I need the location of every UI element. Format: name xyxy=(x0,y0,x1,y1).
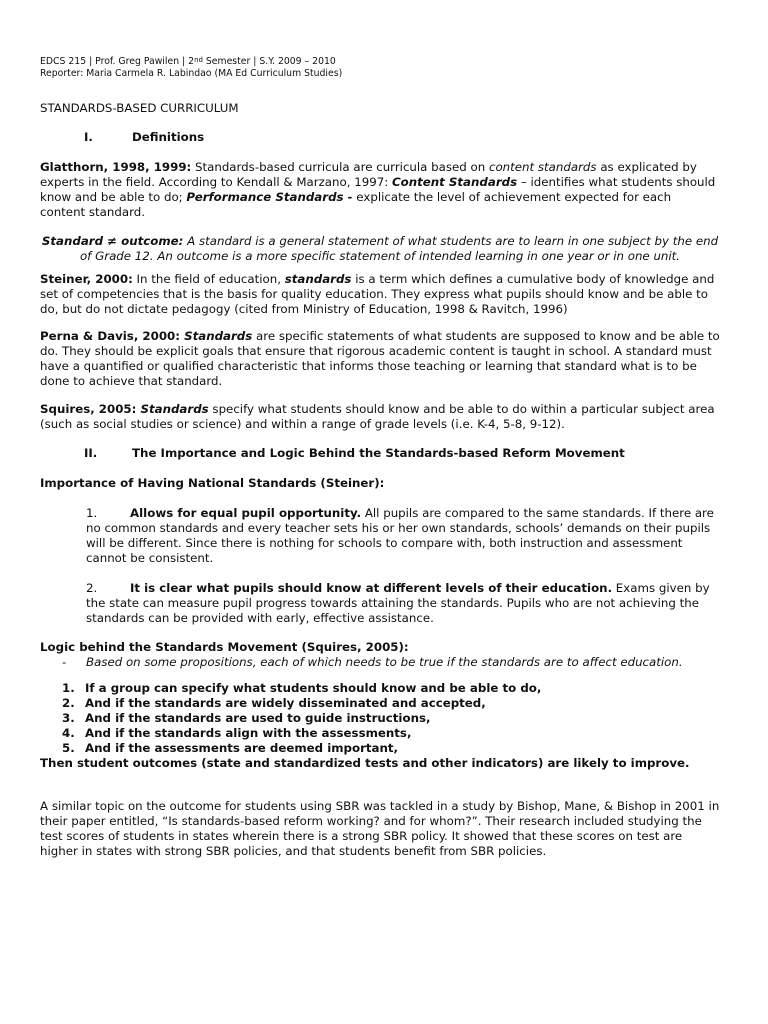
item-lead: It is clear what pupils should know at different levels of their education. xyxy=(130,581,613,595)
standard-outcome-note xyxy=(40,234,720,264)
author-citation: Glatthorn, 1998, 1999: xyxy=(40,160,192,174)
item-number: 4. xyxy=(62,726,75,740)
item-number: 1. xyxy=(86,506,98,520)
course-text: EDCS 215 | Prof. Greg Pawilen | 2 xyxy=(40,56,195,67)
paragraph-text: explicate the level of achievement expected for each content standard. xyxy=(40,190,672,219)
item-text: Exams given by the state can measure pupil progress towards attaining the standards. Pupils who are not achieving the standards can be provided with early, effective assistance. xyxy=(86,581,710,625)
logic-note-item xyxy=(40,655,720,670)
semester-text: Semester | S.Y. 2009 – 2010 xyxy=(202,56,336,67)
list-item xyxy=(62,726,720,741)
importance-item-1 xyxy=(40,506,720,566)
author-citation: Perna & Davis, 2000: xyxy=(40,329,180,343)
list-item xyxy=(62,741,720,756)
list-item xyxy=(62,711,720,726)
item-text: If a group can specify what students should know and be able to do, xyxy=(85,681,542,695)
term-bold-italic: Performance Standards - xyxy=(186,190,353,204)
term-bold-italic: Standards xyxy=(179,329,253,343)
item-number: 5. xyxy=(62,741,75,755)
squires-paragraph xyxy=(40,402,720,432)
section-number: II. xyxy=(84,446,98,460)
paragraph-text: Standards-based curricula are curricula based on xyxy=(191,160,489,174)
item-text: And if the standards are used to guide instructions, xyxy=(85,711,431,725)
reporter-line: Reporter: Maria Carmela R. Labindao (MA Ed Curriculum Studies) xyxy=(40,68,343,79)
list-item xyxy=(62,696,720,711)
paragraph-text: is a term which defines a cumulative body of knowledge and set of competencies that is the basis for quality education. They express what pupils should know and be able to do, but do not dictate pedagogy (cited from Ministry of Education, 1998 & Ravitch, 1996) xyxy=(40,272,715,316)
item-lead: Allows for equal pupil opportunity. xyxy=(130,506,362,520)
term-italic: content standards xyxy=(488,160,597,174)
logic-conclusion: Then student outcomes (state and standardized tests and other indicators) are likely to improve. xyxy=(40,756,690,770)
logic-heading: Logic behind the Standards Movement (Squires, 2005): xyxy=(40,640,409,654)
author-citation: Steiner, 2000: xyxy=(40,272,133,286)
paragraph-text: In the field of education, xyxy=(132,272,285,286)
item-text: And if the assessments are deemed important, xyxy=(85,741,399,755)
paragraph-text: – identifies what students should know and be able to do; xyxy=(40,175,716,204)
propositions-list xyxy=(40,681,720,756)
document-body xyxy=(40,56,720,859)
item-text: And if the standards align with the assessments, xyxy=(85,726,412,740)
item-number: 2. xyxy=(86,581,98,595)
paragraph-text: as explicated by experts in the field. According to Kendall & Marzano, 1997: xyxy=(40,160,697,189)
paragraph-text: are specific statements of what students are supposed to know and be able to do. They should be explicit goals that ensure that rigorous academic content is taught in school. A standard must have a quantified or qualified characteristic that informs those teaching or learning that standard what is to be done to achieve that standard. xyxy=(40,329,720,388)
glatthorn-paragraph xyxy=(40,160,720,220)
course-line xyxy=(40,56,720,68)
item-number: 3. xyxy=(62,711,75,725)
section-heading-definitions xyxy=(40,130,720,145)
dash-bullet: - xyxy=(62,655,67,669)
ordinal-superscript: nd xyxy=(194,56,203,64)
document-title: STANDARDS-BASED CURRICULUM xyxy=(40,101,239,115)
item-text: All pupils are compared to the same standards. If there are no common standards and every teacher sets his or her own standards, schools’ demands on their pupils will be different. Since there is nothing for schools to compare with, both instruction and assessment cannot be consistent. xyxy=(86,506,714,565)
item-text: And if the standards are widely disseminated and accepted, xyxy=(85,696,486,710)
term-bold-italic: standards xyxy=(284,272,352,286)
importance-heading: Importance of Having National Standards (Steiner): xyxy=(40,476,385,490)
section-label: The Importance and Logic Behind the Standards-based Reform Movement xyxy=(132,446,625,460)
list-item xyxy=(62,681,720,696)
logic-note-text: Based on some propositions, each of which needs to be true if the standards are to affect education. xyxy=(86,655,683,669)
item-number: 2. xyxy=(62,696,75,710)
section-heading-importance-logic xyxy=(40,446,720,461)
steiner-paragraph xyxy=(40,272,720,317)
note-label: Standard ≠ outcome: xyxy=(41,234,184,248)
term-bold-italic: Standards xyxy=(136,402,209,416)
course-header xyxy=(40,56,720,80)
term-bold-italic: Content Standards xyxy=(391,175,518,189)
item-number: 1. xyxy=(62,681,75,695)
perna-davis-paragraph xyxy=(40,329,720,389)
section-number: I. xyxy=(84,130,93,144)
importance-item-2 xyxy=(40,581,720,626)
paragraph-text: specify what students should know and be able to do within a particular subject area (such as social studies or science) and within a range of grade levels (i.e. K-4, 5-8, 9-12). xyxy=(40,402,715,431)
author-citation: Squires, 2005: xyxy=(40,402,137,416)
note-text: A standard is a general statement of what students are to learn in one subject by the end of Grade 12. An outcome is a more specific statement of intended learning in one year or in one unit. xyxy=(79,234,719,263)
section-label: Definitions xyxy=(132,130,205,144)
closing-paragraph: A similar topic on the outcome for students using SBR was tackled in a study by Bishop, Mane, & Bishop in 2001 in their paper entitled, “Is standards-based reform working? and for whom?”. Their research included studying the test scores of students in states wherein there is a strong SBR policy. It showed that these scores on test are higher in states with strong SBR policies, and that students benefit from SBR policies. xyxy=(40,799,720,858)
